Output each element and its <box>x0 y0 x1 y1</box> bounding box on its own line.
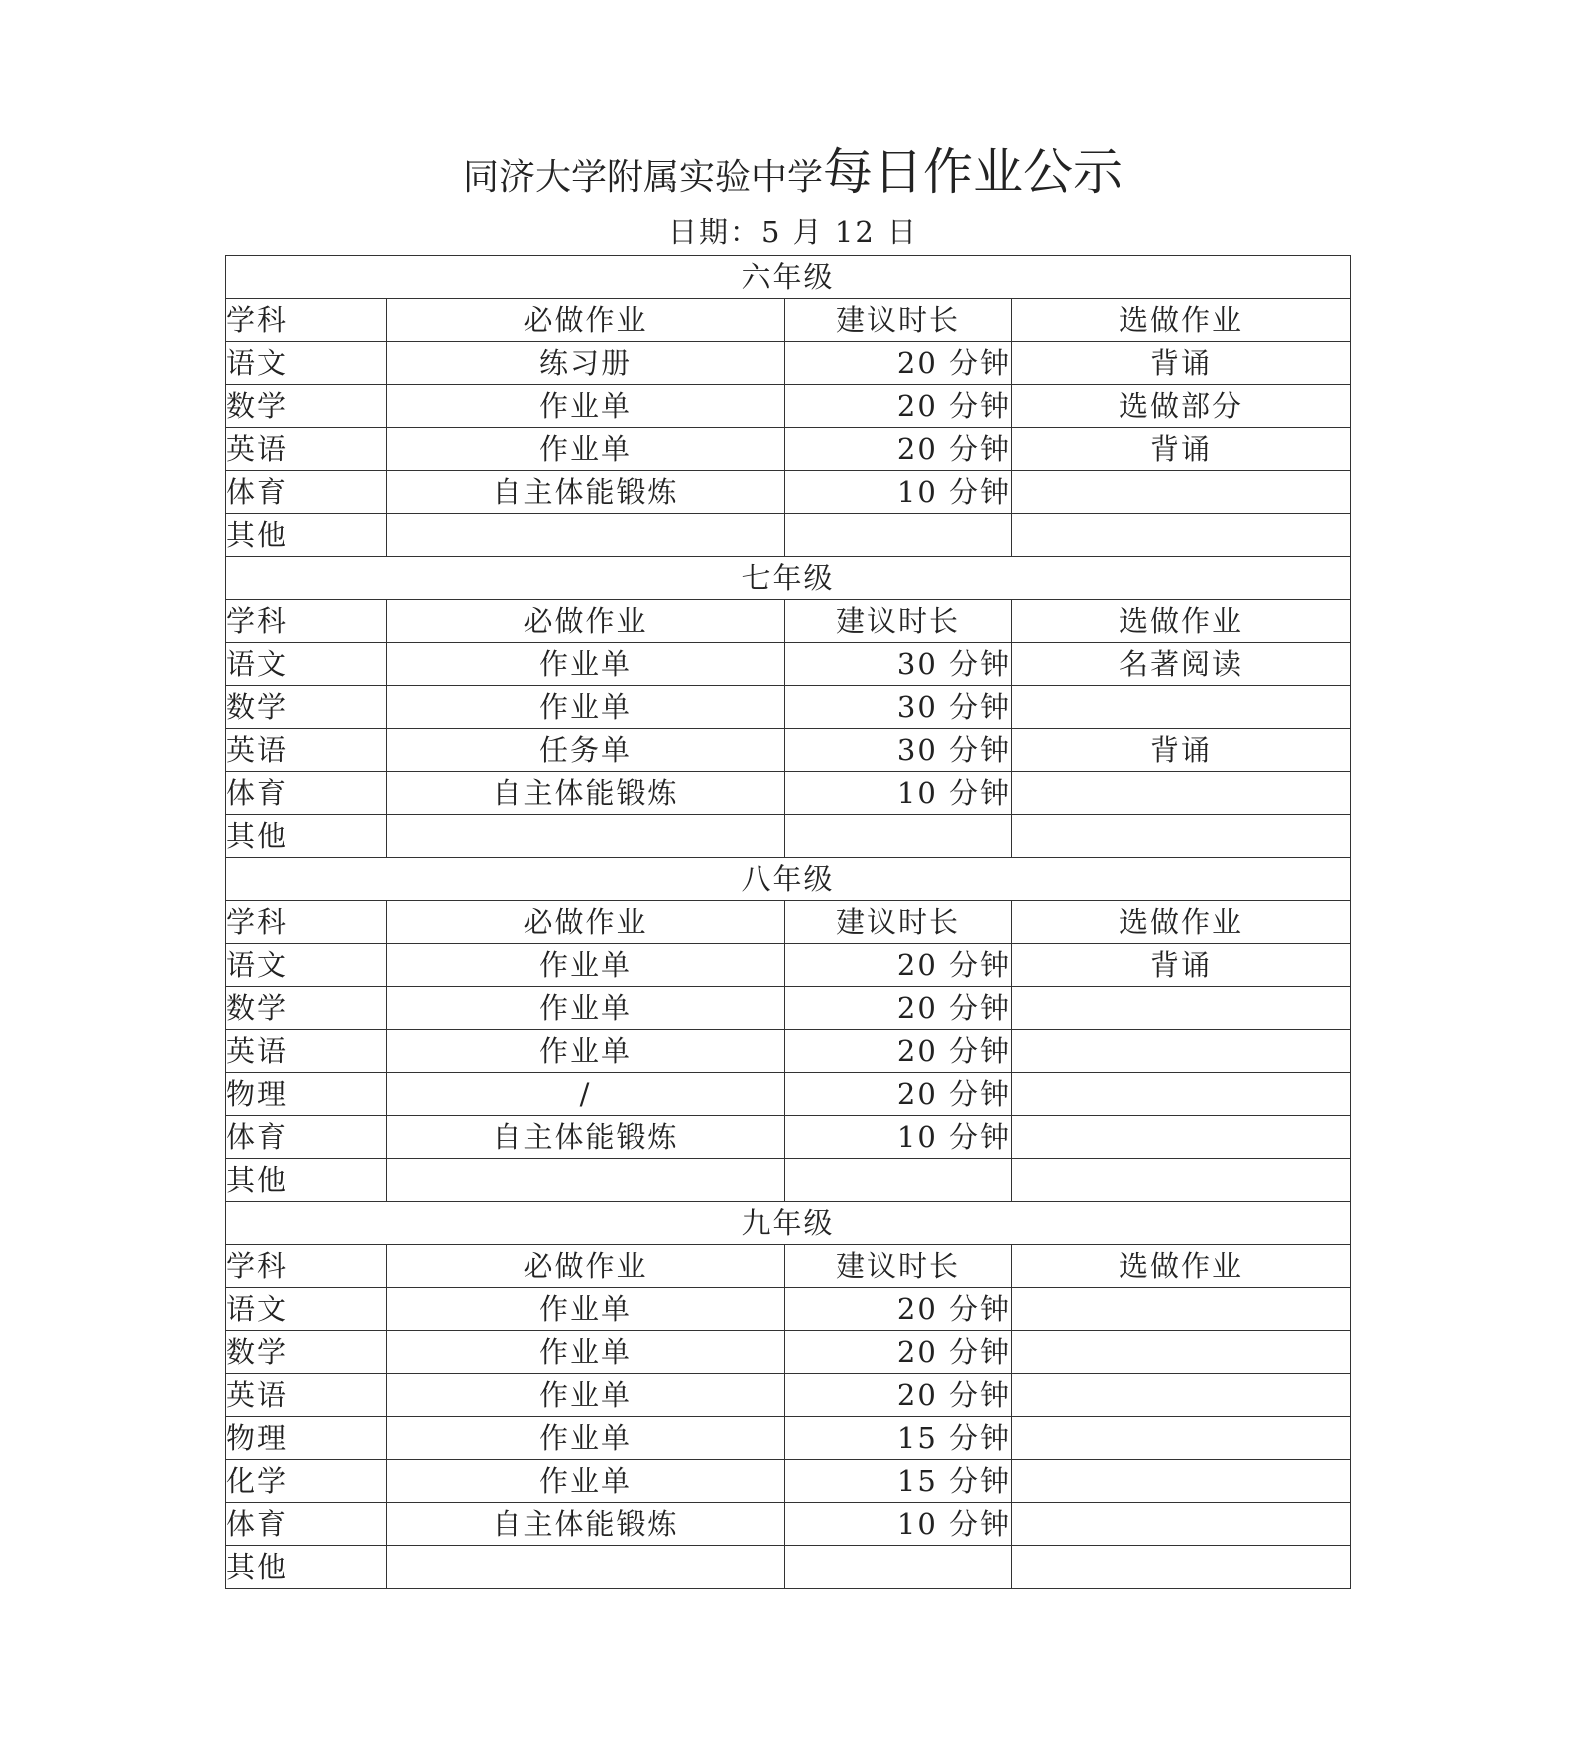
table-row <box>226 342 1351 385</box>
cell-optional <box>1012 1546 1351 1589</box>
table-row <box>226 815 1351 858</box>
cell-duration: 15 分钟 <box>785 1417 1012 1460</box>
table-row <box>226 643 1351 686</box>
cell-duration: 20 分钟 <box>785 428 1012 471</box>
table-row <box>226 1288 1351 1331</box>
cell-duration: 30 分钟 <box>785 729 1012 772</box>
table-row <box>226 471 1351 514</box>
cell-duration: 20 分钟 <box>785 342 1012 385</box>
column-header-required: 必做作业 <box>387 901 785 944</box>
cell-optional <box>1012 1417 1351 1460</box>
cell-optional <box>1012 1116 1351 1159</box>
column-header-duration: 建议时长 <box>785 901 1012 944</box>
column-header-optional: 选做作业 <box>1012 1245 1351 1288</box>
table-row <box>226 686 1351 729</box>
cell-required: 作业单 <box>387 1331 785 1374</box>
cell-optional: 名著阅读 <box>1012 643 1351 686</box>
school-name: 同济大学附属实验中学 <box>462 157 823 198</box>
cell-optional <box>1012 772 1351 815</box>
cell-duration: 20 分钟 <box>785 944 1012 987</box>
column-header-duration: 建议时长 <box>785 1245 1012 1288</box>
cell-subject: 体育 <box>226 471 387 514</box>
table-row <box>226 772 1351 815</box>
cell-duration: 30 分钟 <box>785 686 1012 729</box>
column-header-row <box>226 299 1351 342</box>
cell-optional <box>1012 1073 1351 1116</box>
cell-subject: 其他 <box>226 514 387 557</box>
cell-optional <box>1012 514 1351 557</box>
cell-required <box>387 1159 785 1202</box>
cell-required: 作业单 <box>387 1030 785 1073</box>
cell-optional <box>1012 1503 1351 1546</box>
grade-title: 六年级 <box>226 256 1351 299</box>
cell-required: 自主体能锻炼 <box>387 471 785 514</box>
cell-required: 作业单 <box>387 987 785 1030</box>
cell-subject: 英语 <box>226 1030 387 1073</box>
cell-optional <box>1012 471 1351 514</box>
table-row <box>226 1460 1351 1503</box>
column-header-subject: 学科 <box>226 1245 387 1288</box>
cell-required: 作业单 <box>387 1374 785 1417</box>
cell-required: 自主体能锻炼 <box>387 1503 785 1546</box>
cell-subject: 语文 <box>226 643 387 686</box>
homework-table <box>225 255 1351 1589</box>
cell-required: 作业单 <box>387 1460 785 1503</box>
column-header-required: 必做作业 <box>387 600 785 643</box>
cell-required: 作业单 <box>387 385 785 428</box>
cell-subject: 物理 <box>226 1073 387 1116</box>
cell-optional: 背诵 <box>1012 729 1351 772</box>
cell-duration <box>785 1546 1012 1589</box>
cell-required: 自主体能锻炼 <box>387 1116 785 1159</box>
cell-subject: 语文 <box>226 342 387 385</box>
cell-optional <box>1012 987 1351 1030</box>
table-row <box>226 428 1351 471</box>
table-row <box>226 944 1351 987</box>
table-row <box>226 1374 1351 1417</box>
table-row <box>226 1030 1351 1073</box>
cell-optional <box>1012 1288 1351 1331</box>
cell-required: 作业单 <box>387 428 785 471</box>
cell-subject: 英语 <box>226 1374 387 1417</box>
cell-subject: 数学 <box>226 987 387 1030</box>
table-row <box>226 1159 1351 1202</box>
cell-duration <box>785 815 1012 858</box>
cell-subject: 数学 <box>226 686 387 729</box>
cell-optional <box>1012 1030 1351 1073</box>
cell-subject: 语文 <box>226 1288 387 1331</box>
cell-subject: 其他 <box>226 815 387 858</box>
cell-subject: 其他 <box>226 1546 387 1589</box>
cell-duration: 20 分钟 <box>785 987 1012 1030</box>
cell-required: 作业单 <box>387 944 785 987</box>
column-header-duration: 建议时长 <box>785 299 1012 342</box>
table-row <box>226 1546 1351 1589</box>
cell-subject: 体育 <box>226 1116 387 1159</box>
cell-duration: 20 分钟 <box>785 1288 1012 1331</box>
cell-optional <box>1012 1374 1351 1417</box>
grade-title: 七年级 <box>226 557 1351 600</box>
column-header-row <box>226 1245 1351 1288</box>
grade-header-row <box>226 256 1351 299</box>
cell-subject: 数学 <box>226 385 387 428</box>
cell-optional <box>1012 1159 1351 1202</box>
grade-header-row <box>226 557 1351 600</box>
cell-subject: 体育 <box>226 1503 387 1546</box>
page-title <box>0 142 1586 214</box>
cell-subject: 数学 <box>226 1331 387 1374</box>
cell-optional <box>1012 686 1351 729</box>
cell-optional: 选做部分 <box>1012 385 1351 428</box>
table-row <box>226 514 1351 557</box>
cell-duration: 30 分钟 <box>785 643 1012 686</box>
cell-subject: 化学 <box>226 1460 387 1503</box>
cell-duration: 15 分钟 <box>785 1460 1012 1503</box>
cell-duration: 20 分钟 <box>785 1073 1012 1116</box>
grade-header-row <box>226 1202 1351 1245</box>
cell-required <box>387 1546 785 1589</box>
grade-header-row <box>226 858 1351 901</box>
column-header-duration: 建议时长 <box>785 600 1012 643</box>
table-row <box>226 987 1351 1030</box>
table-row <box>226 729 1351 772</box>
cell-subject: 其他 <box>226 1159 387 1202</box>
table-row <box>226 1503 1351 1546</box>
cell-optional <box>1012 1460 1351 1503</box>
cell-required: 任务单 <box>387 729 785 772</box>
column-header-optional: 选做作业 <box>1012 299 1351 342</box>
cell-optional: 背诵 <box>1012 944 1351 987</box>
cell-required: 作业单 <box>387 643 785 686</box>
cell-duration: 10 分钟 <box>785 1116 1012 1159</box>
cell-required <box>387 815 785 858</box>
cell-duration: 10 分钟 <box>785 772 1012 815</box>
cell-optional <box>1012 815 1351 858</box>
cell-optional: 背诵 <box>1012 428 1351 471</box>
grade-title: 九年级 <box>226 1202 1351 1245</box>
column-header-subject: 学科 <box>226 901 387 944</box>
grade-title: 八年级 <box>226 858 1351 901</box>
title-suffix: 每日作业公示 <box>823 143 1123 201</box>
cell-subject: 英语 <box>226 428 387 471</box>
cell-duration: 20 分钟 <box>785 1374 1012 1417</box>
cell-duration: 20 分钟 <box>785 385 1012 428</box>
cell-duration: 10 分钟 <box>785 471 1012 514</box>
cell-duration: 20 分钟 <box>785 1331 1012 1374</box>
column-header-subject: 学科 <box>226 600 387 643</box>
table-row <box>226 385 1351 428</box>
cell-required: 作业单 <box>387 686 785 729</box>
cell-required: / <box>387 1073 785 1116</box>
date-line: 日期：5 月 12 日 <box>667 215 918 249</box>
cell-duration <box>785 1159 1012 1202</box>
column-header-optional: 选做作业 <box>1012 600 1351 643</box>
cell-subject: 物理 <box>226 1417 387 1460</box>
cell-duration: 20 分钟 <box>785 1030 1012 1073</box>
cell-optional: 背诵 <box>1012 342 1351 385</box>
column-header-subject: 学科 <box>226 299 387 342</box>
cell-required: 自主体能锻炼 <box>387 772 785 815</box>
table-row <box>226 1331 1351 1374</box>
table-row <box>226 1073 1351 1116</box>
cell-subject: 英语 <box>226 729 387 772</box>
cell-optional <box>1012 1331 1351 1374</box>
cell-required <box>387 514 785 557</box>
cell-required: 练习册 <box>387 342 785 385</box>
cell-required: 作业单 <box>387 1417 785 1460</box>
cell-required: 作业单 <box>387 1288 785 1331</box>
column-header-row <box>226 901 1351 944</box>
column-header-required: 必做作业 <box>387 299 785 342</box>
column-header-required: 必做作业 <box>387 1245 785 1288</box>
table-row <box>226 1417 1351 1460</box>
column-header-optional: 选做作业 <box>1012 901 1351 944</box>
cell-duration: 10 分钟 <box>785 1503 1012 1546</box>
table-row <box>226 1116 1351 1159</box>
cell-subject: 体育 <box>226 772 387 815</box>
column-header-row <box>226 600 1351 643</box>
cell-subject: 语文 <box>226 944 387 987</box>
cell-duration <box>785 514 1012 557</box>
